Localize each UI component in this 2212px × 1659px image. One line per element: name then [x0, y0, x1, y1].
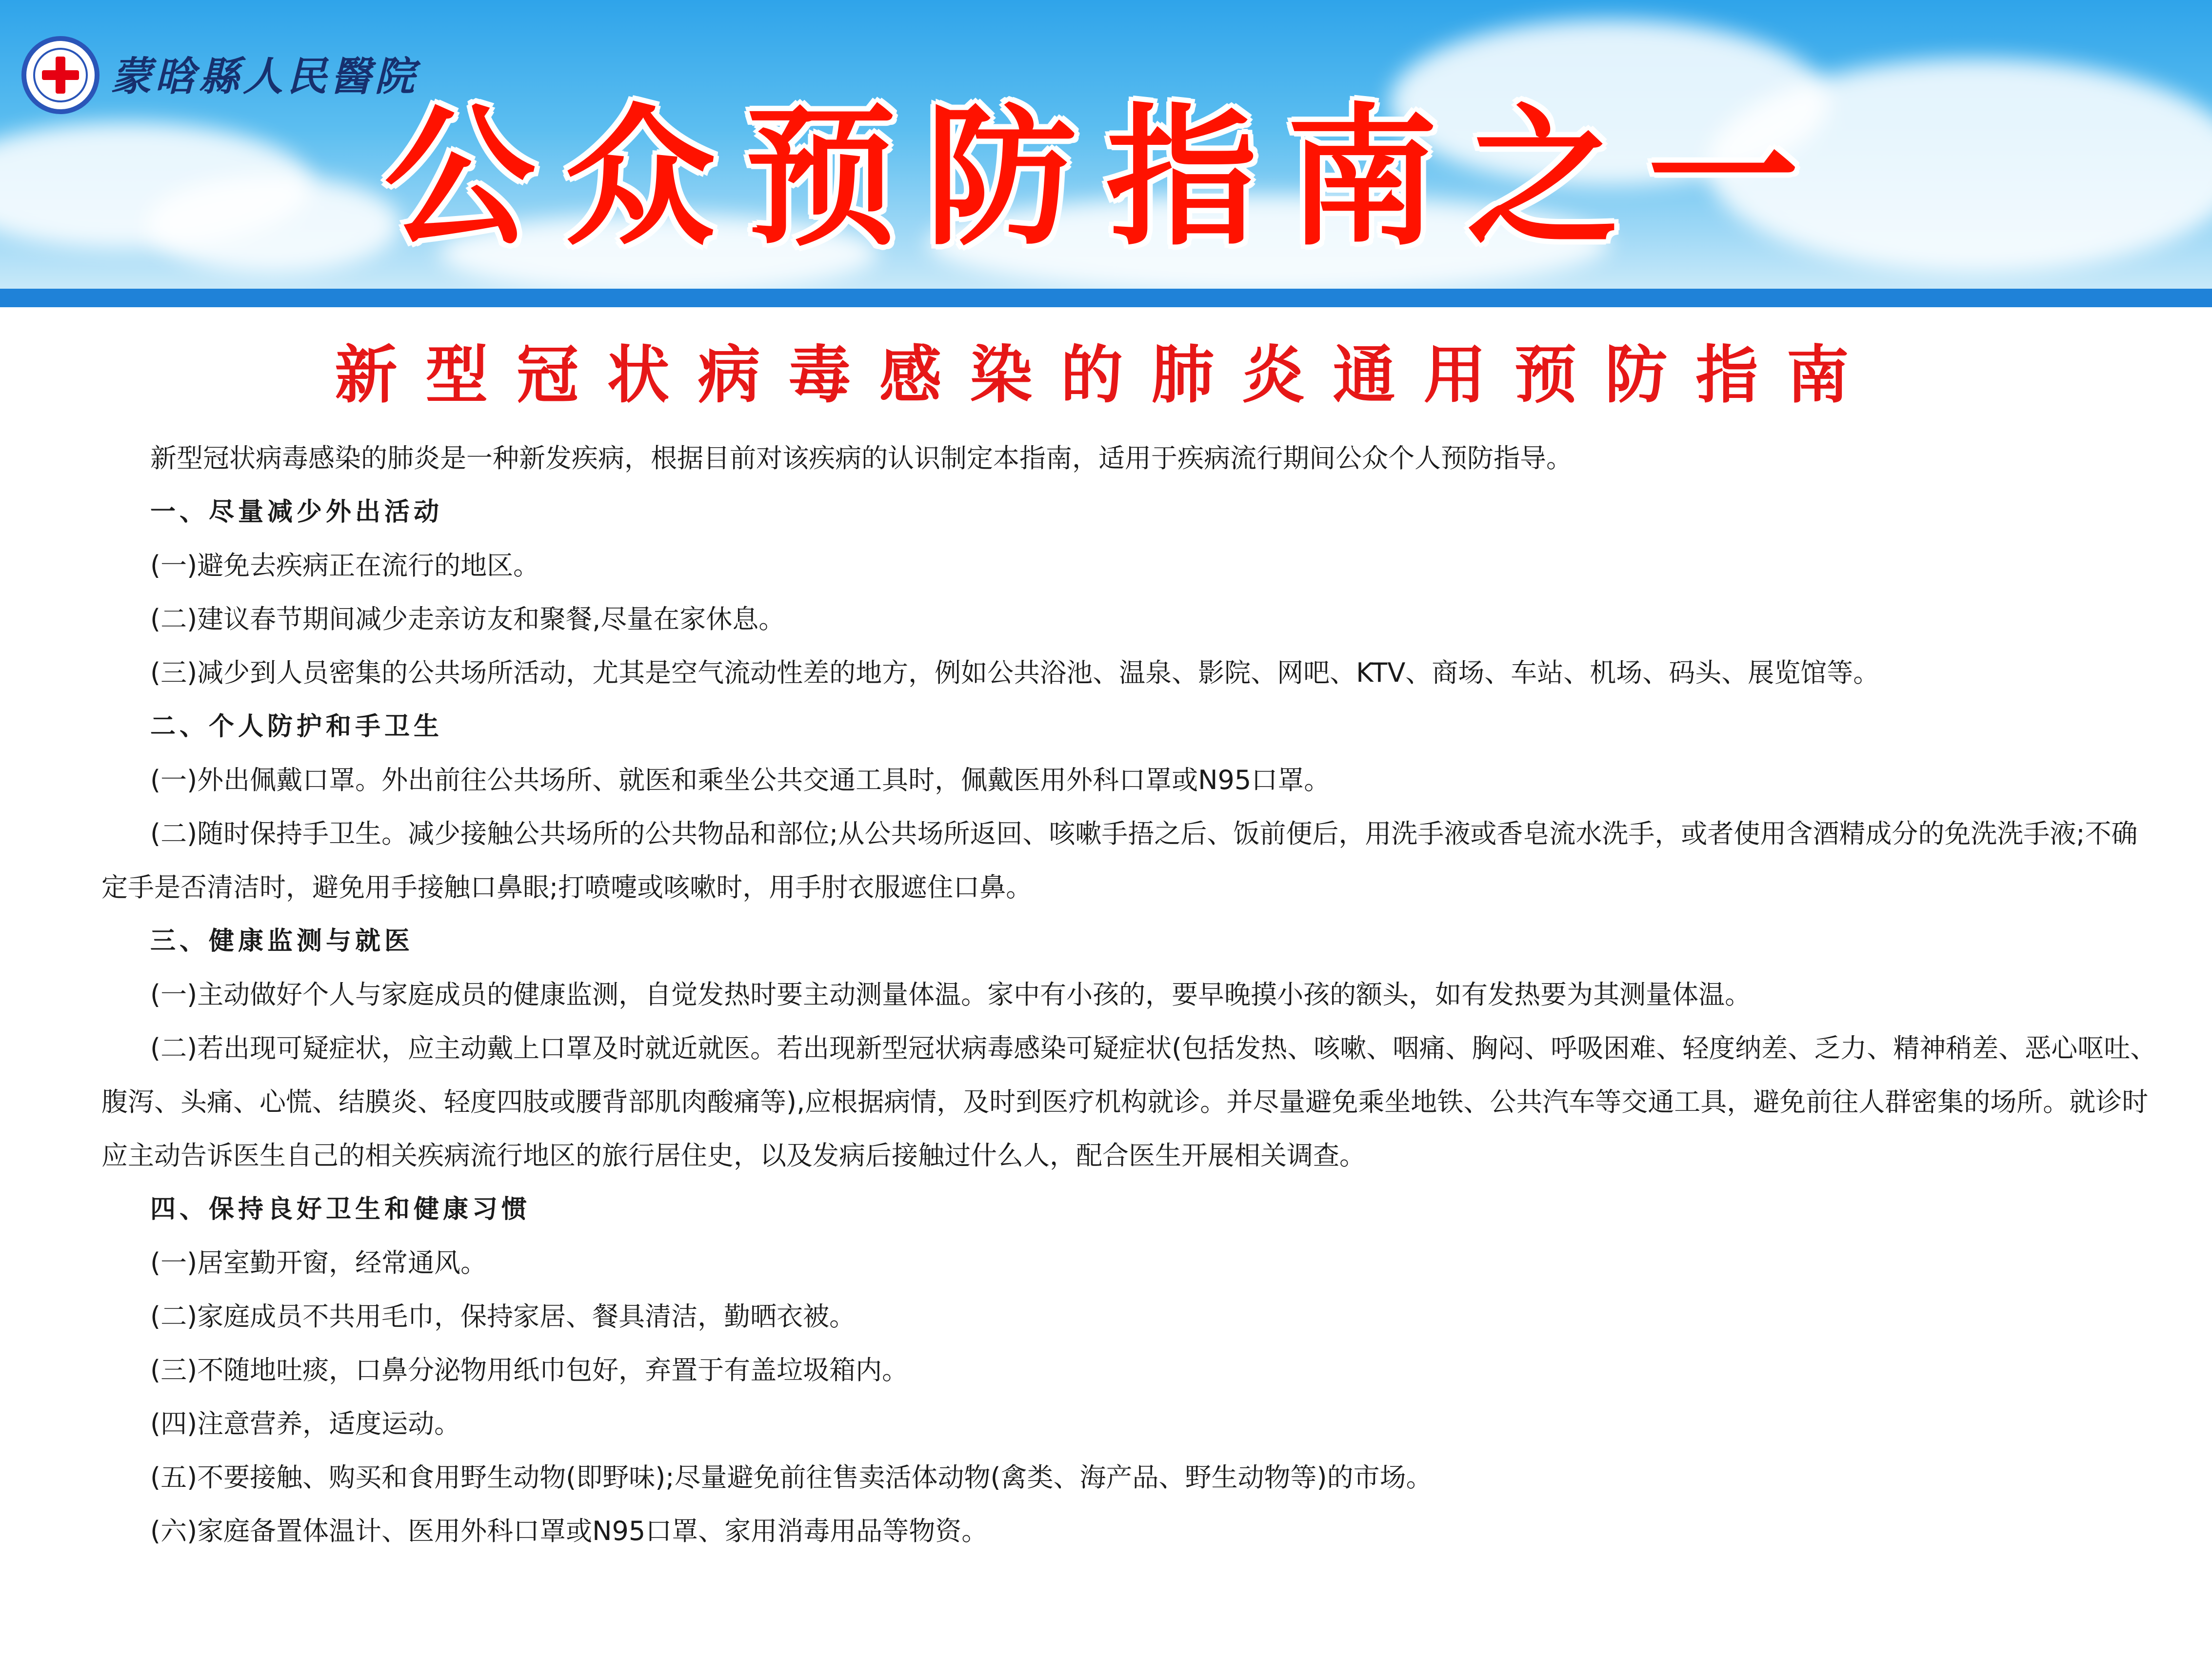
list-item: (六)家庭备置体温计、医用外科口罩或N95口罩、家用消毒用品等物资。 [150, 1516, 988, 1546]
list-item: (二)家庭成员不共用毛巾，保持家居、餐具清洁，勤晒衣被。 [150, 1301, 856, 1332]
list-item: (二)建议春节期间减少走亲访友和聚餐,尽量在家休息。 [150, 604, 785, 634]
list-item: (一)避免去疾病正在流行的地区。 [150, 550, 540, 581]
section-heading: 一、尽量减少外出活动 [150, 497, 443, 527]
list-item: (一)居室勤开窗，经常通风。 [150, 1247, 487, 1278]
intro-paragraph: 新型冠状病毒感染的肺炎是一种新发疾病，根据目前对该疾病的认识制定本指南，适用于疾病流行期间公众个人预防指导。 [150, 443, 1573, 474]
sky-banner [0, 0, 2212, 289]
hospital-name: 蒙晗縣人民醫院 [111, 53, 418, 100]
document-subtitle: 新型冠状病毒感染的肺炎通用预防指南 [335, 338, 1877, 412]
list-item: (四)注意营养，适度运动。 [150, 1408, 461, 1439]
list-item: (一)外出佩戴口罩。外出前往公共场所、就医和乘坐公共交通工具时，佩戴医用外科口罩或N95口罩。 [150, 765, 1331, 795]
page-title: 公众预防指南之一 [384, 90, 1828, 266]
section-heading: 三、健康监测与就医 [150, 927, 414, 956]
list-item: (三)减少到人员密集的公共场所活动，尤其是空气流动性差的地方，例如公共浴池、温泉、影院、网吧、KTV、商场、车站、机场、码头、展览馆等。 [150, 657, 1880, 688]
red-cross-icon [42, 70, 79, 80]
list-item: (二)随时保持手卫生。减少接触公共场所的公共物品和部位;从公共场所返回、咳嗽手捂之后、饭前便后，用洗手液或香皂流水洗手，或者使用含酒精成分的免洗洗手液;不确定手是否清洁时，避免用手接触口鼻眼;打喷嚏或咳嗽时，用手肘衣服遮住口鼻。 [101, 818, 2138, 903]
banner-divider [0, 289, 2212, 307]
list-item: (二)若出现可疑症状，应主动戴上口罩及时就近就医。若出现新型冠状病毒感染可疑症状(包括发热、咳嗽、咽痛、胸闷、呼吸困难、轻度纳差、乏力、精神稍差、恶心呕吐、腹泻、头痛、心慌、结膜炎、轻度四肢或腰背部肌肉酸痛等),应根据病情，及时到医疗机构就诊。并尽量避免乘坐地铁、公共汽车等交通工具，避免前往人群密集的场所。就诊时应主动告诉医生自己的相关疾病流行地区的旅行居住史，以及发病后接触过什么人，配合医生开展相关调查。 [101, 1033, 2157, 1171]
section-heading: 二、个人防护和手卫生 [150, 712, 443, 741]
list-item: (一)主动做好个人与家庭成员的健康监测，自觉发热时要主动测量体温。家中有小孩的，要早晚摸小孩的额头，如有发热要为其测量体温。 [150, 979, 1752, 1010]
list-item: (三)不随地吐痰，口鼻分泌物用纸巾包好，弃置于有盖垃圾箱内。 [150, 1355, 909, 1385]
section-heading: 四、保持良好卫生和健康习惯 [150, 1195, 531, 1224]
list-item: (五)不要接触、购买和食用野生动物(即野味);尽量避免前往售卖活体动物(禽类、海产品、野生动物等)的市场。 [150, 1462, 1433, 1493]
document-body [101, 432, 2157, 1558]
